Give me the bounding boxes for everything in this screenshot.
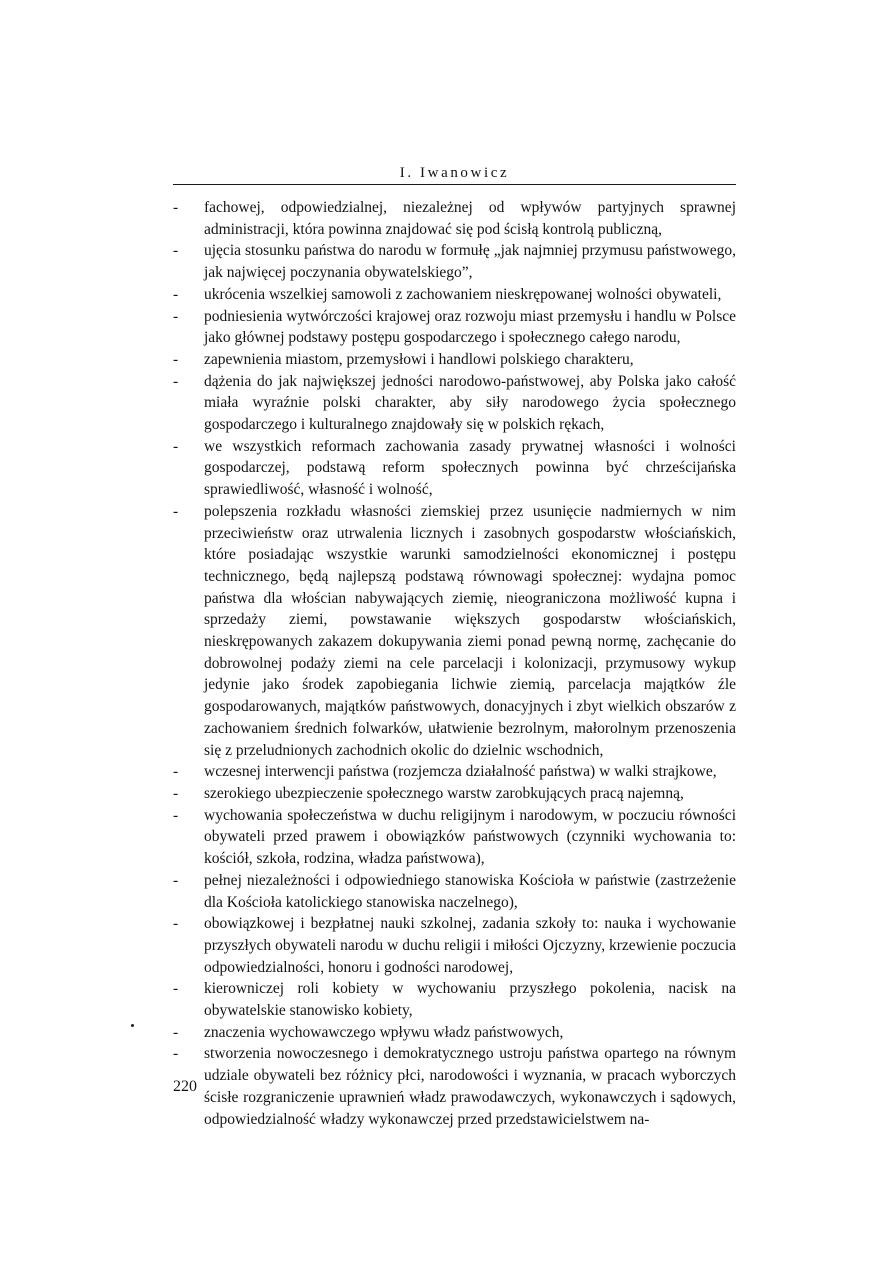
list-item-text: stworzenia nowoczesnego i demokratycznego ustroju państwa opartego na równym udziale obywateli bez różnicy płci, narodowości i wyznania, w pracach wyborczych ścisłe rozgraniczenie uprawnień władz prawodawczych, wykonawczych i sądowych, odpowiedzialność władzy wykonawczej przed przedstawicielstwem na- <box>204 1045 736 1128</box>
list-item-text: szerokiego ubezpieczenie społecznego warstw zarobkujących pracą najemną, <box>204 784 684 802</box>
bullet-dash: - <box>173 502 179 520</box>
list-item <box>173 436 736 501</box>
bullet-dash: - <box>173 806 179 824</box>
list-item <box>173 913 736 978</box>
bullet-dash: - <box>173 437 179 455</box>
bullet-dash: - <box>173 915 179 933</box>
running-header: I. Iwanowicz <box>399 165 510 181</box>
list-item-text: ujęcia stosunku państwa do narodu w formułę „jak najmniej przymusu państwowego, jak najwięcej poczynania obywatelskiego”, <box>204 242 736 282</box>
list-item-text: polepszenia rozkładu własności ziemskiej przez usunięcie nadmiernych w nim przeciwieństw oraz utrwalenia licznych i zasobnych gospodarstw włościańskich, które posiadając wszystkie warunki samodzielności ekonomicznej i postępu technicznego, będą najlepszą podstawą równowagi społecznej: wydajna pomoc państwa dla włościan nabywających ziemię, nieograniczona możliwość kupna i sprzedaży ziemi, powstawanie większych gospodarstw włościańskich, nieskrępowanych zakazem dokupywania ziemi ponad pewną normę, zachęcanie do dobrowolnej podaży ziemi na cele parcelacji i kolonizacji, przymusowy wykup jedynie jako środek zapobiegania lichwie ziemią, parcelacja majątków źle gospodarowanych, majątków państwowych, donacyjnych i zbyt wielkich obszarów z zachowaniem średnich folwarków, ułatwienie bezrolnym, małorolnym przenoszenia się z przeludnionych zachodnich okolic do dzielnic wschodnich, <box>204 502 736 759</box>
bullet-dash: - <box>173 242 179 260</box>
bullet-dash: - <box>173 1045 179 1063</box>
list-item <box>173 306 736 349</box>
bullet-dash: - <box>173 372 179 390</box>
list-item <box>173 284 736 306</box>
list-item <box>173 240 736 283</box>
list-item <box>173 783 736 805</box>
list-item-text: dążenia do jak największej jedności narodowo-państwowej, aby Polska jako całość miała wyraźnie polski charakter, aby siły narodowego życia społecznego gospodarczego i kulturalnego znajdowały się w polskich rękach, <box>204 372 736 434</box>
bullet-dash: - <box>173 350 179 368</box>
list-item-text: zapewnienia miastom, przemysłowi i handlowi polskiego charakteru, <box>204 350 634 368</box>
list-item <box>173 349 736 371</box>
bullet-dash: - <box>173 763 179 781</box>
list-item <box>173 1043 736 1130</box>
list-item-text: fachowej, odpowiedzialnej, niezależnej od wpływów partyjnych sprawnej administracji, która powinna znajdować się pod ścisłą kontrolą publiczną, <box>204 199 736 238</box>
page-number: 220 <box>173 1078 197 1095</box>
list-item <box>173 805 736 870</box>
list-item-text: znaczenia wychowawczego wpływu władz państwowych, <box>204 1023 564 1041</box>
bullet-dash: - <box>173 1023 179 1041</box>
bullet-dash: - <box>173 784 179 802</box>
bullet-dash: - <box>173 199 179 216</box>
list-item-text: wychowania społeczeństwa w duchu religijnym i narodowym, w poczuciu równości obywateli przed prawem i obowiązków państwowych (czynniki wychowania to: kościół, szkoła, rodzina, władza państwowa), <box>204 806 736 868</box>
list-item-text: we wszystkich reformach zachowania zasady prywatnej własności i wolności gospodarczej, podstawą reform społecznych powinna być chrześcijańska sprawiedliwość, własność i wolność, <box>204 437 736 499</box>
list-item <box>173 371 736 436</box>
bullet-list <box>173 197 736 1130</box>
list-item-text: wczesnej interwencji państwa (rozjemcza działalność państwa) w walki strajkowe, <box>204 763 717 781</box>
list-item-text: ukrócenia wszelkiej samowoli z zachowaniem nieskrępowanej wolności obywateli, <box>204 285 722 303</box>
list-item-text: obowiązkowej i bezpłatnej nauki szkolnej, zadania szkoły to: nauka i wychowanie przyszłych obywateli narodu w duchu religii i miłości Ojczyzny, krzewienie poczucia odpowiedzialności, honoru i godności narodowej, <box>204 915 736 976</box>
list-item <box>173 978 736 1021</box>
list-item-text: pełnej niezależności i odpowiedniego stanowiska Kościoła w państwie (zastrzeżenie dla Kościoła katolickiego stanowiska naczelnego), <box>204 871 736 911</box>
list-item <box>173 1022 736 1044</box>
bullet-dash: - <box>173 871 179 889</box>
list-item <box>173 870 736 913</box>
margin-speck <box>131 1024 134 1027</box>
list-item <box>173 761 736 783</box>
list-item-text: podniesienia wytwórczości krajowej oraz rozwoju miast przemysłu i handlu w Polsce jako głównej podstawy postępu gospodarczego i społecznego całego narodu, <box>204 307 736 347</box>
bullet-dash: - <box>173 285 179 303</box>
list-item <box>173 197 736 240</box>
list-item <box>173 501 736 761</box>
bullet-dash: - <box>173 307 179 325</box>
header-rule <box>173 184 736 185</box>
bullet-dash: - <box>173 980 179 998</box>
list-item-text: kierowniczej roli kobiety w wychowaniu przyszłego pokolenia, nacisk na obywatelskie stanowisko kobiety, <box>204 980 736 1020</box>
